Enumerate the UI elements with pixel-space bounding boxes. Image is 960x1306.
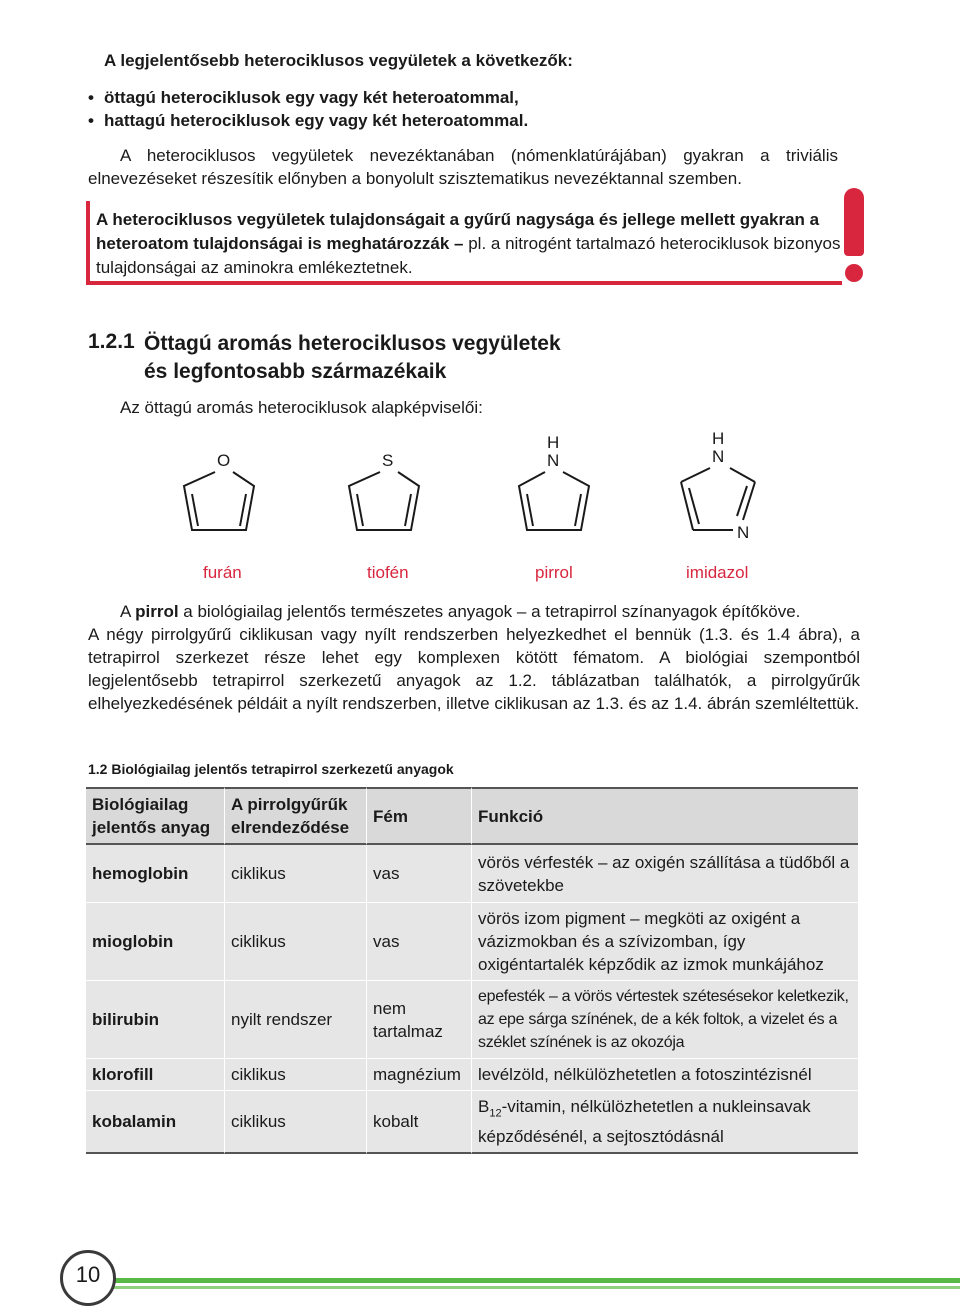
bullet-item: • öttagú heterociklusok egy vagy két heteroatommal, [88,86,528,109]
section-title-line: és legfontosabb származékaik [144,360,447,383]
footer-rule [80,1278,960,1283]
table-cell: ciklikus [225,1091,367,1154]
molecule-name-thiophene: tiofén [367,563,409,582]
table-caption-number: 1.2 [88,761,108,777]
pyrrole-term: pirrol [135,602,179,621]
molecule-name-furan: furán [203,563,242,582]
pyrrole-structure [519,433,589,530]
callout-text [96,208,844,280]
footer-rule-thin [80,1286,960,1289]
column-header: Biológiailag jelentős anyag [86,787,225,845]
table-cell: magnézium [367,1059,472,1091]
column-header: Funkció [472,787,858,845]
table-caption [88,761,454,777]
callout-lead: A heterociklusos vegyületek tulajdonságait a gyűrű nagysága és jellege mellett gyakran a heteroatom tulajdonságai is meghatározzák – [96,210,820,253]
pyrrole-paragraph-body: A négy pirrolgyűrű ciklikusan vagy nyílt rendszerben helyezkedhet el bennük (1.3. és 1.4 ábra), a tetrapirrol szerkezet része lehet egy komplexen kötött fématom. A biológiai szempontból legjelentősebb tetrapirrol szerkezetű anyagok az 1.2. táblázatban találhatók, a pirrolgyűrűk elhelyezkedésének példáit a nyílt rendszerben, illetve ciklikusan az 1.3. és az 1.4. ábrán szemléltettük. [88,625,860,713]
molecule-structures [170,430,790,560]
text-run: a biológiailag jelentős természetes anyagok – a tetrapirrol színanyagok építőköve. [178,602,801,621]
table-cell: kobalt [367,1091,472,1154]
exclamation-dot-icon [845,264,863,282]
section-title [144,330,561,386]
table-cell: kobalamin [86,1091,225,1154]
table-cell: ciklikus [225,903,367,981]
table-row [86,1091,858,1154]
molecule-name-pyrrole: pirrol [535,563,573,582]
table-cell: vas [367,845,472,903]
atom-label: N [712,447,725,466]
column-header: A pirrolgyűrűk elrendeződése [225,787,367,845]
imidazole-structure [681,430,755,542]
column-header: Fém [367,787,472,845]
b12-text: -vitamin, nélkülözhetetlen a nukleinsavak képződésénél, a sejtosztódásnál [478,1097,811,1147]
table-cell: klorofill [86,1059,225,1091]
table-row [86,1059,858,1091]
table-cell: ciklikus [225,845,367,903]
page-number: 10 [75,1262,101,1287]
intro-bullet-list [88,86,528,132]
bullet-item: • hattagú heterociklusok egy vagy két heteroatommal. [88,109,528,132]
section-number: 1.2.1 [88,330,135,353]
table-row [86,981,858,1059]
atom-label: N [547,451,560,470]
table-cell: vörös vérfesték – az oxigén szállítása a tüdőből a szövetekbe [472,845,858,903]
table-cell: bilirubin [86,981,225,1059]
table-cell: mioglobin [86,903,225,981]
thiophene-structure [349,451,419,530]
table-row [86,903,858,981]
callout-rest: pl. a nitrogént tartalmazó heterociklusok bizonyos tulajdonságai az aminokra emlékeztetnek. [96,234,841,277]
intro-paragraph: A heterociklusos vegyületek nevezéktanában (nómenklatúrájában) gyakran a triviális elnevezéseket részesítik előnyben a bonyolult szisztematikus nevezéktannal szemben. [88,146,838,188]
molecule-name-imidazole: imidazol [686,563,749,582]
furan-structure [184,451,254,530]
exclamation-icon [844,188,864,256]
atom-label: H [712,430,725,448]
b12-subscript: 12 [489,1107,502,1120]
table-cell [472,1091,858,1154]
table-header-row [86,787,858,845]
table-cell: levélzöld, nélkülözhetetlen a fotoszintézisnél [472,1059,858,1091]
pyrrole-paragraph [88,600,860,715]
table-cell: ciklikus [225,1059,367,1091]
table-row [86,845,858,903]
pyrrole-paragraph-line1 [88,600,860,623]
b12-prefix: B [478,1097,490,1116]
table-cell: nyilt rendszer [225,981,367,1059]
table-cell: hemoglobin [86,845,225,903]
table-caption-text: Biológiailag jelentős tetrapirrol szerkezetű anyagok [107,761,454,777]
table-cell: epefesték – a vörös vértestek szétesésekor keletkezik, az epe sárga színének, de a kék foltok, a vizelet és a széklet színének is az okozója [472,981,858,1059]
atom-label: O [217,451,231,470]
atom-label: N [737,523,750,542]
atom-label: S [382,451,394,470]
tetrapyrrole-table [86,787,858,1154]
intro-title: A legjelentősebb heterociklusos vegyületek a következők: [104,51,573,70]
section-title-line: Öttagú aromás heterociklusos vegyületek [144,332,561,355]
table-cell: nem tartalmaz [367,981,472,1059]
table-cell: vas [367,903,472,981]
table-cell: vörös izom pigment – megköti az oxigént a vázizmokban és a szívizomban, így oxigéntartalék képződik az izmok munkájához [472,903,858,981]
section-subtitle: Az öttagú aromás heterociklusok alapképviselői: [120,398,483,417]
atom-label: H [547,433,560,452]
text-run: A [120,602,136,621]
